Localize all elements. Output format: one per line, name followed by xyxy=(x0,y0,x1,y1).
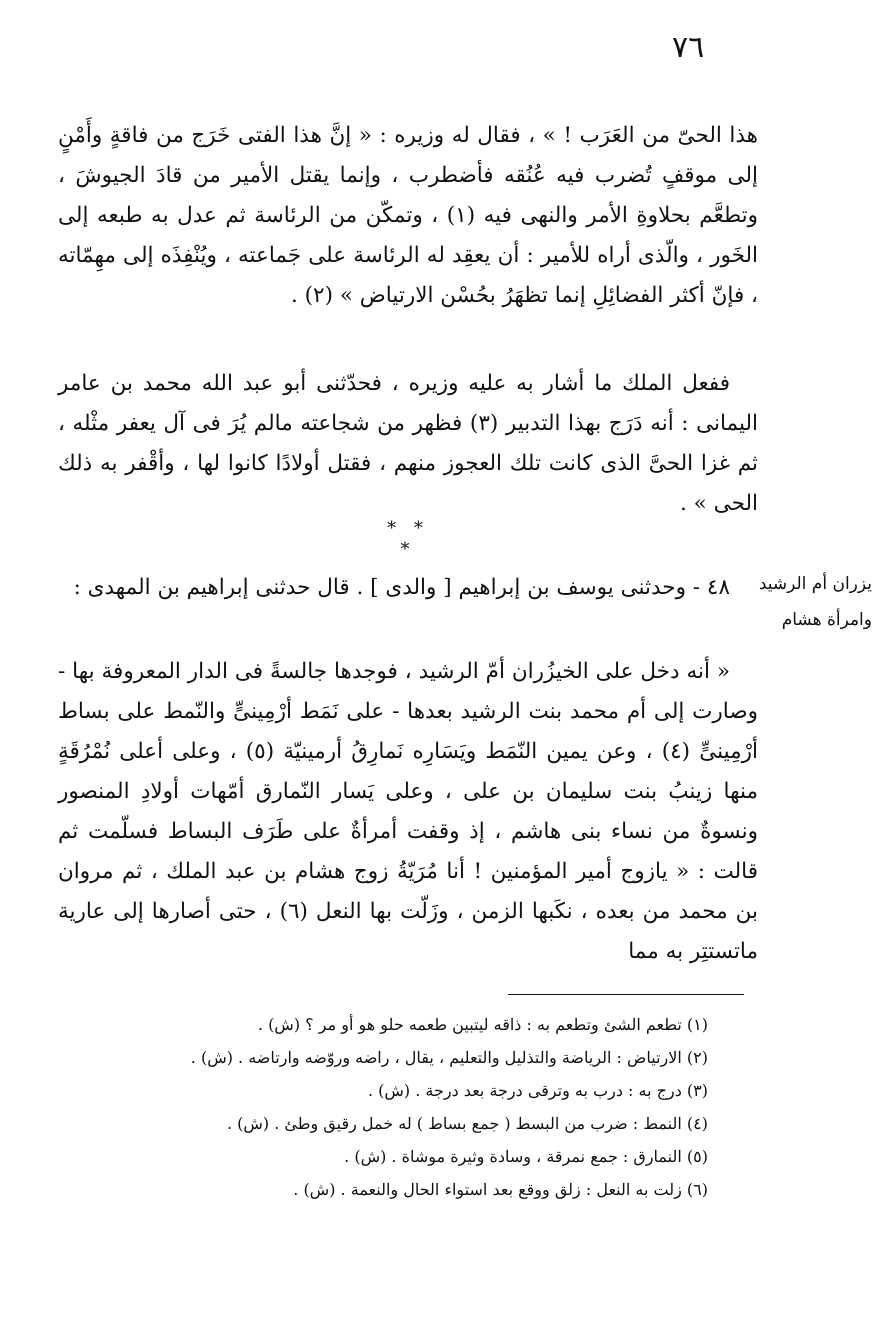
paragraph-text: هذا الحىّ من العَرَب ! » ، فقال له وزيره : « إنَّ هذا الفتى خَرَج من فاقةٍ وأَمْنٍ إلى موقفٍ تُضرب فيه عُنُقه فأضطرب ، وإنما يقتل الأمير من قادَ الجيوشَ ، وتطعَّم بحلاوةِ الأمر والنهى فيه (١) ، وتمكّن من الرئاسة ثم عدل به طبعه إلى الخَور ، والّذى أراه للأمير : أن يعقِد له الرئاسة على جَماعته ، ويُنْفِذَه إلى مهِمّاته ، فإنّ أكثر الفضائِلِ إنما تظهَرُ بحُسْن الارتياض » (٢) . xyxy=(58,123,758,308)
footnote-6: (٦) زلت به النعل : زلق ووقع بعد استواء الحال والنعمة . (ش) . xyxy=(293,1180,708,1199)
footnote-4: (٤) النمط : ضرب من البسط ( جمع بساط ) له خمل رقيق وطئ . (ش) . xyxy=(226,1114,708,1133)
paragraph-text: ٤٨ - وحدثنى يوسف بن إبراهيم [ والدى ] . قال حدثنى إبراهيم بن المهدى : xyxy=(73,575,730,600)
margin-heading xyxy=(758,566,872,638)
footnote-2: (٢) الارتياض : الرياضة والتذليل والتعليم ، يقال ، راضه وروّضه وارتاضه . (ش) . xyxy=(190,1048,708,1067)
footnote-3: (٣) درج به : درب به وترقى درجة بعد درجة . (ش) . xyxy=(367,1081,708,1100)
footnote-1: (١) تطعم الشئ وتطعم به : ذاقه ليتبين طعمه حلو هو أو مر ؟ (ش) . xyxy=(257,1015,708,1034)
paragraph-text: ففعل الملك ما أشار به عليه وزيره ، فحدّثنى أبو عبد الله محمد بن عامر اليمانى : أنه دَرَج بهذا التدبير (٣) فظهر من شجاعته مالم يُرَ فى آل يعفر مثْله ، ثم غزا الحىَّ الذى كانت تلك العجوز منهم ، فقتل أولادًا كانوا لها ، وأقْفر به ذلك الحى » . xyxy=(58,371,758,516)
footnotes xyxy=(150,1008,708,1206)
footnote-5: (٥) النمارق : جمع نمرقة ، وسادة وثيرة موشاة . (ش) . xyxy=(344,1147,708,1166)
body-paragraph-2 xyxy=(58,364,758,524)
body-paragraph-4 xyxy=(58,652,758,972)
section-separator: * * * xyxy=(387,518,429,560)
body-paragraph-3 xyxy=(58,568,758,608)
footnote-divider xyxy=(508,994,744,995)
paragraph-text: « أنه دخل على الخيزُران أمّ الرشيد ، فوجدها جالسةً فى الدار المعروفة بها - وصارت إلى أم محمد بنت الرشيد بعدها - على نَمَط أرْمِينىٍّ والنّمط على بساط أرْمِينىٍّ (٤) ، وعن يمين النّمَط ويَسَارِه نَمارِقُ أرمينيّة (٥) ، وعلى أعلى نُمْرُقَةٍ منها زينبُ بنت سليمان بن على ، وعلى يَسار النّمارق أمّهات أولادِ المنصور ونسوةٌ من نساء بنى هاشم ، إذ وقفت أمرأةٌ على طَرَف البساط فسلّمت ثم قالت : « يازوج أمير المؤمنين ! أنا مُرَيّةُ زوج هشام بن عبد الملك ، ثم مروان بن محمد من بعده ، نكَبها الزمن ، وزَلّت بها النعل (٦) ، حتى أصارها إلى عارية ماتستتِر به مما xyxy=(58,659,758,964)
margin-heading-line-1: يزران أم الرشيد xyxy=(758,574,872,594)
page-number: ٧٦ xyxy=(672,30,705,65)
body-paragraph-1 xyxy=(58,116,758,316)
margin-heading-line-2: وامرأة هشام xyxy=(781,610,872,630)
